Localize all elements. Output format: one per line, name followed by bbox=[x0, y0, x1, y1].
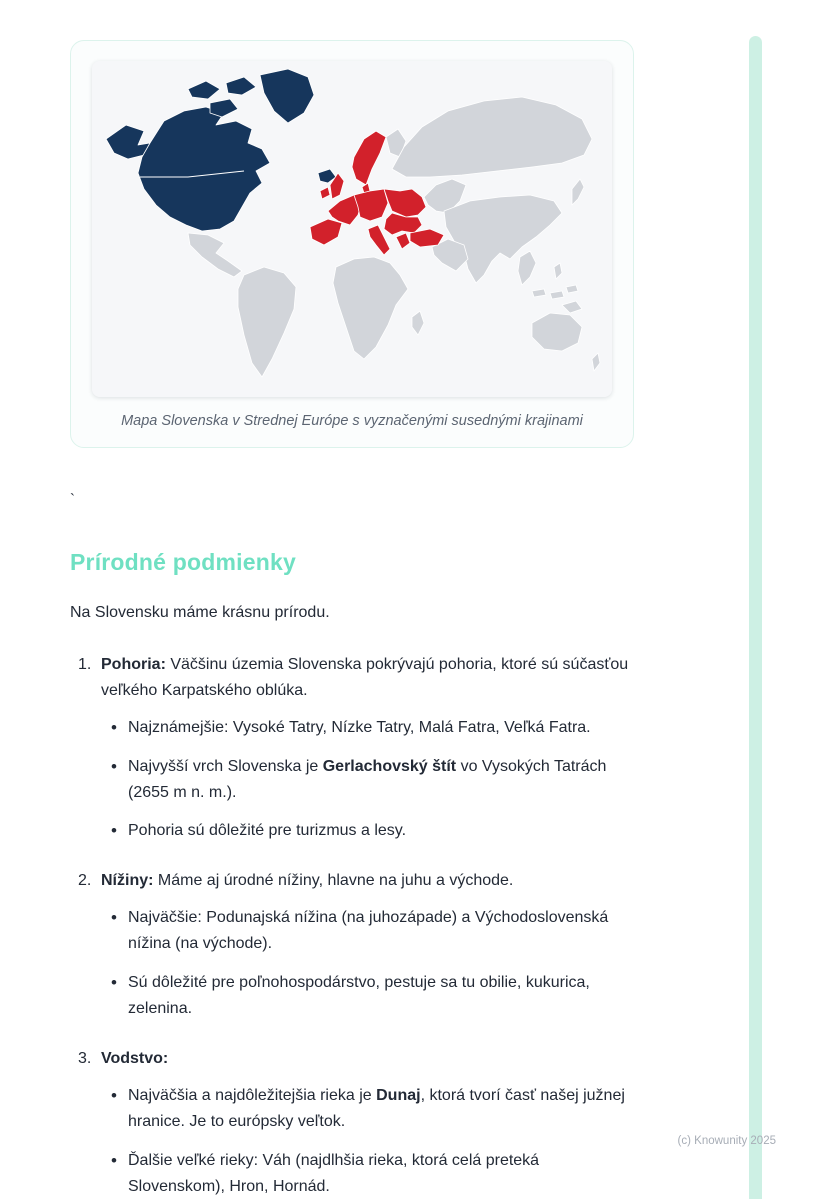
list-marker: 1. bbox=[78, 655, 92, 673]
bullet-text: Najznámejšie: Vysoké Tatry, Nízke Tatry, Malá Fatra, Veľká Fatra. bbox=[128, 718, 591, 736]
sub-bullet-list bbox=[101, 715, 634, 845]
world-map-svg bbox=[92, 61, 612, 397]
bullet-text: vo Vysokých Tatrách (2655 m n. m.). bbox=[128, 757, 607, 801]
list-item-pohoria bbox=[78, 652, 634, 844]
bullet-bold-text: Gerlachovský štít bbox=[322, 757, 457, 775]
bullet-text: Ďalšie veľké rieky: Váh (najdlhšia rieka, ktorá celá preteká Slovenskom), Hron, Hornád. bbox=[128, 1151, 540, 1195]
sub-bullet bbox=[109, 905, 634, 957]
bullet-text: Najväčšia a najdôležitejšia rieka je bbox=[128, 1086, 377, 1104]
lead-rest-text: Väčšinu územia Slovenska pokrývajú pohoria, ktoré sú súčasťou veľkého Karpatského oblúka. bbox=[101, 655, 629, 699]
list-marker: 3. bbox=[78, 1049, 92, 1067]
footer-credit: (c) Knowunity 2025 bbox=[677, 1135, 776, 1148]
section-title: Prírodné podmienky bbox=[70, 549, 296, 575]
bullet-text: , ktorá tvorí časť našej južnej hranice. Je to európsky veľtok. bbox=[128, 1086, 625, 1130]
bullet-bold-text: Dunaj bbox=[376, 1086, 421, 1104]
map-figure-card bbox=[70, 40, 634, 448]
sub-bullet bbox=[109, 970, 634, 1022]
sub-bullet bbox=[109, 715, 634, 741]
intro-paragraph: Na Slovensku máme krásnu prírodu. bbox=[70, 604, 330, 621]
lead-bold-text: Nížiny: bbox=[101, 872, 154, 890]
sub-bullet bbox=[109, 1083, 634, 1135]
bullet-text: Najväčšie: Podunajská nížina (na juhozápade) a Východoslovenská nížina (na východe). bbox=[128, 909, 609, 953]
right-scroll-stripe[interactable] bbox=[749, 36, 762, 1199]
sub-bullet bbox=[109, 754, 634, 806]
sub-bullet-list bbox=[101, 1083, 634, 1199]
bullet-text: Sú dôležité pre poľnohospodárstvo, pestuje sa tu obilie, kukurica, zelenina. bbox=[128, 974, 590, 1017]
lead-bold-text: Pohoria: bbox=[101, 655, 166, 673]
lead-bold-text: Vodstvo: bbox=[101, 1049, 169, 1067]
lead-rest-text: Máme aj úrodné nížiny, hlavne na juhu a východe. bbox=[153, 872, 514, 890]
sub-bullet-list bbox=[101, 905, 634, 1022]
sub-bullet bbox=[109, 818, 634, 844]
sub-bullet bbox=[109, 1148, 634, 1199]
list-item-vodstvo bbox=[78, 1046, 634, 1199]
world-map-frame bbox=[92, 61, 612, 397]
list-marker: 2. bbox=[78, 872, 92, 890]
stray-backtick: ` bbox=[70, 491, 75, 508]
page-content bbox=[70, 0, 634, 1199]
map-caption: Mapa Slovenska v Strednej Európe s vyznačenými susednými krajinami bbox=[121, 413, 583, 429]
list-item-lead bbox=[101, 1046, 634, 1072]
bullet-text: Najvyšší vrch Slovenska je bbox=[128, 757, 323, 775]
numbered-list bbox=[70, 652, 634, 1199]
list-item-lead bbox=[101, 652, 634, 704]
list-item-niziny bbox=[78, 868, 634, 1022]
list-item-body bbox=[101, 652, 634, 844]
list-item-lead bbox=[101, 868, 634, 894]
bullet-text: Pohoria sú dôležité pre turizmus a lesy. bbox=[128, 822, 407, 840]
list-item-body bbox=[101, 1046, 634, 1199]
list-item-body bbox=[101, 868, 634, 1022]
